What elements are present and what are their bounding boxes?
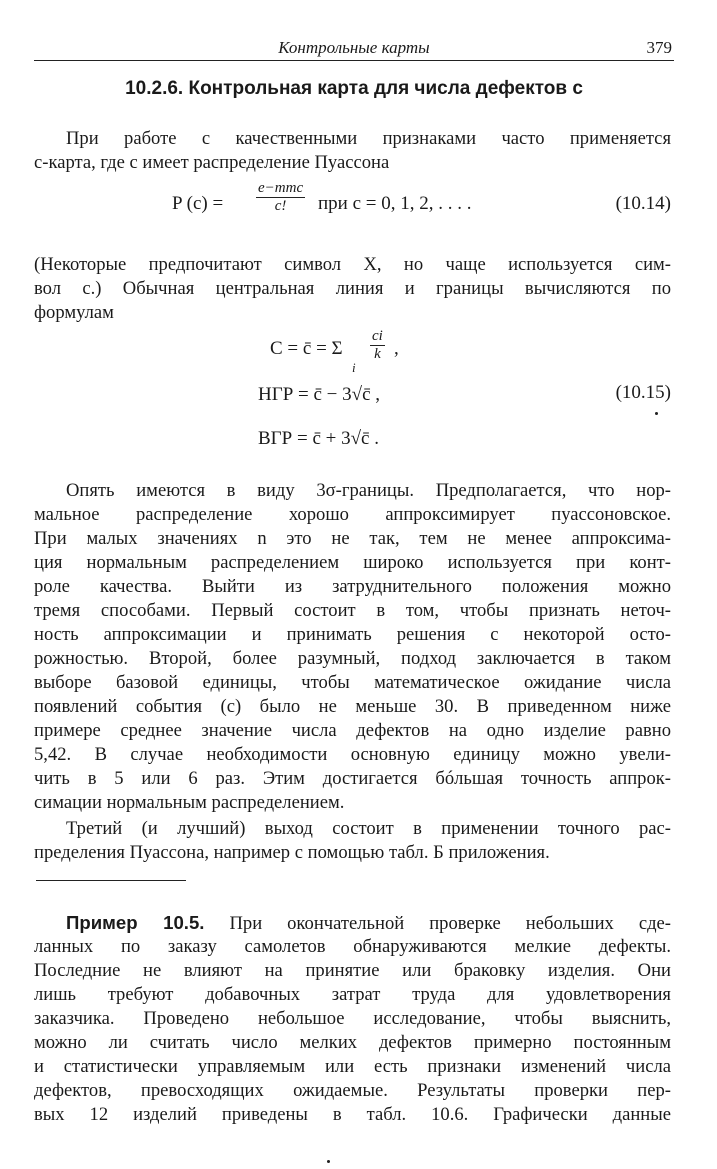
paragraph-line: рожностью. Второй, более разумный, подход заключается в таком <box>34 648 671 669</box>
example-line: дефектов, превосходящих ожидаемые. Результаты проверки пер- <box>34 1080 671 1101</box>
paragraph-line: чить в 5 или 6 раз. Этим достигается бóльшая точность аппрок- <box>34 768 671 789</box>
example-line: заказчика. Проведено небольшое исследование, чтобы выяснить, <box>34 1008 671 1029</box>
paragraph-line: При работе с качественными признаками часто применяется <box>66 128 671 149</box>
speck-mark <box>327 1160 330 1163</box>
paragraph-line: ность аппроксимации и принимать решения с некоторой осто- <box>34 624 671 645</box>
running-header <box>34 36 674 61</box>
paragraph-line: с-карта, где с имеет распределение Пуассона <box>34 152 390 173</box>
section-title: 10.2.6. Контрольная карта для числа дефектов с <box>125 78 583 99</box>
example-label: Пример 10.5. <box>66 912 205 933</box>
paragraph-line: (Некоторые предпочитают символ X, но чаще используется сим- <box>34 254 671 275</box>
running-title: Контрольные карты <box>278 38 430 57</box>
example-line: вых 12 изделий приведены в табл. 10.6. Графически данные <box>34 1104 671 1125</box>
paragraph-line: роле качества. Выйти из затруднительного положения можно <box>34 576 671 597</box>
paragraph-line: выборе базовой единицы, чтобы математическое ожидание числа <box>34 672 671 693</box>
page-number: 379 <box>646 38 672 57</box>
separator-rule <box>36 880 186 881</box>
example-line: можно ли считать число мелких дефектов примерно постоянным <box>34 1032 671 1053</box>
example-text: При окончательной проверке небольших сде- <box>229 913 671 934</box>
example-line: лишь требуют добавочных затрат труда для удовлетворения <box>34 984 671 1005</box>
formula-lower-limit: НГР = c̄ − 3√c̄ , <box>258 384 380 405</box>
equation-number: (10.14) <box>615 193 671 214</box>
paragraph-line: тремя способами. Первый состоит в том, чтобы признать неточ- <box>34 600 671 621</box>
fraction-denominator: c! <box>256 197 305 215</box>
paragraph-line: симации нормальным распределением. <box>34 792 345 813</box>
paragraph-line: Опять имеются в виду 3σ-границы. Предполагается, что нор- <box>66 480 671 501</box>
paragraph-line: мальное распределение хорошо аппроксимирует пуассоновское. <box>34 504 671 525</box>
formula-fraction <box>256 180 305 215</box>
paragraph-line: 5,42. В случае необходимости основную единицу можно увели- <box>34 744 671 765</box>
example-line: ланных по заказу самолетов обнаруживаются мелкие дефекты. <box>34 936 671 957</box>
formula-comma: , <box>394 338 399 359</box>
equation-number: (10.15) <box>615 382 671 403</box>
sum-index: i <box>352 360 356 375</box>
paragraph-line: ция нормальным распределением широко используется при конт- <box>34 552 671 573</box>
fraction-numerator: ci <box>372 328 383 344</box>
example-line: и статистически управляемым или есть признаки изменений числа <box>34 1056 671 1077</box>
formula-fraction <box>370 328 385 363</box>
paragraph-line: формулам <box>34 302 114 323</box>
example-line: Последние не влияют на принятие или браковку изделия. Они <box>34 960 671 981</box>
paragraph-line: вол с.) Обычная центральная линия и границы вычисляются по <box>34 278 671 299</box>
formula-center-line: C = c̄ = Σ <box>270 338 343 359</box>
formula-upper-limit: ВГР = c̄ + 3√c̄ . <box>258 428 379 449</box>
paragraph-line: Третий (и лучший) выход состоит в применении точного рас- <box>66 818 671 839</box>
example-first-line <box>66 912 671 935</box>
fraction-numerator: e−mmc <box>258 180 304 196</box>
paragraph-line: примере среднее значение числа дефектов на одно изделие равно <box>34 720 671 741</box>
paragraph-line: При малых значениях n это не так, тем не менее аппроксима- <box>34 528 671 549</box>
speck-mark <box>655 412 658 415</box>
formula-lhs: P (c) = <box>172 193 224 214</box>
paragraph-line: пределения Пуассона, например с помощью табл. Б приложения. <box>34 842 550 863</box>
paragraph-line: появлений события (с) было не меньше 30. В приведенном ниже <box>34 696 671 717</box>
formula-condition: при c = 0, 1, 2, . . . . <box>318 193 472 214</box>
fraction-denominator: k <box>370 345 385 363</box>
